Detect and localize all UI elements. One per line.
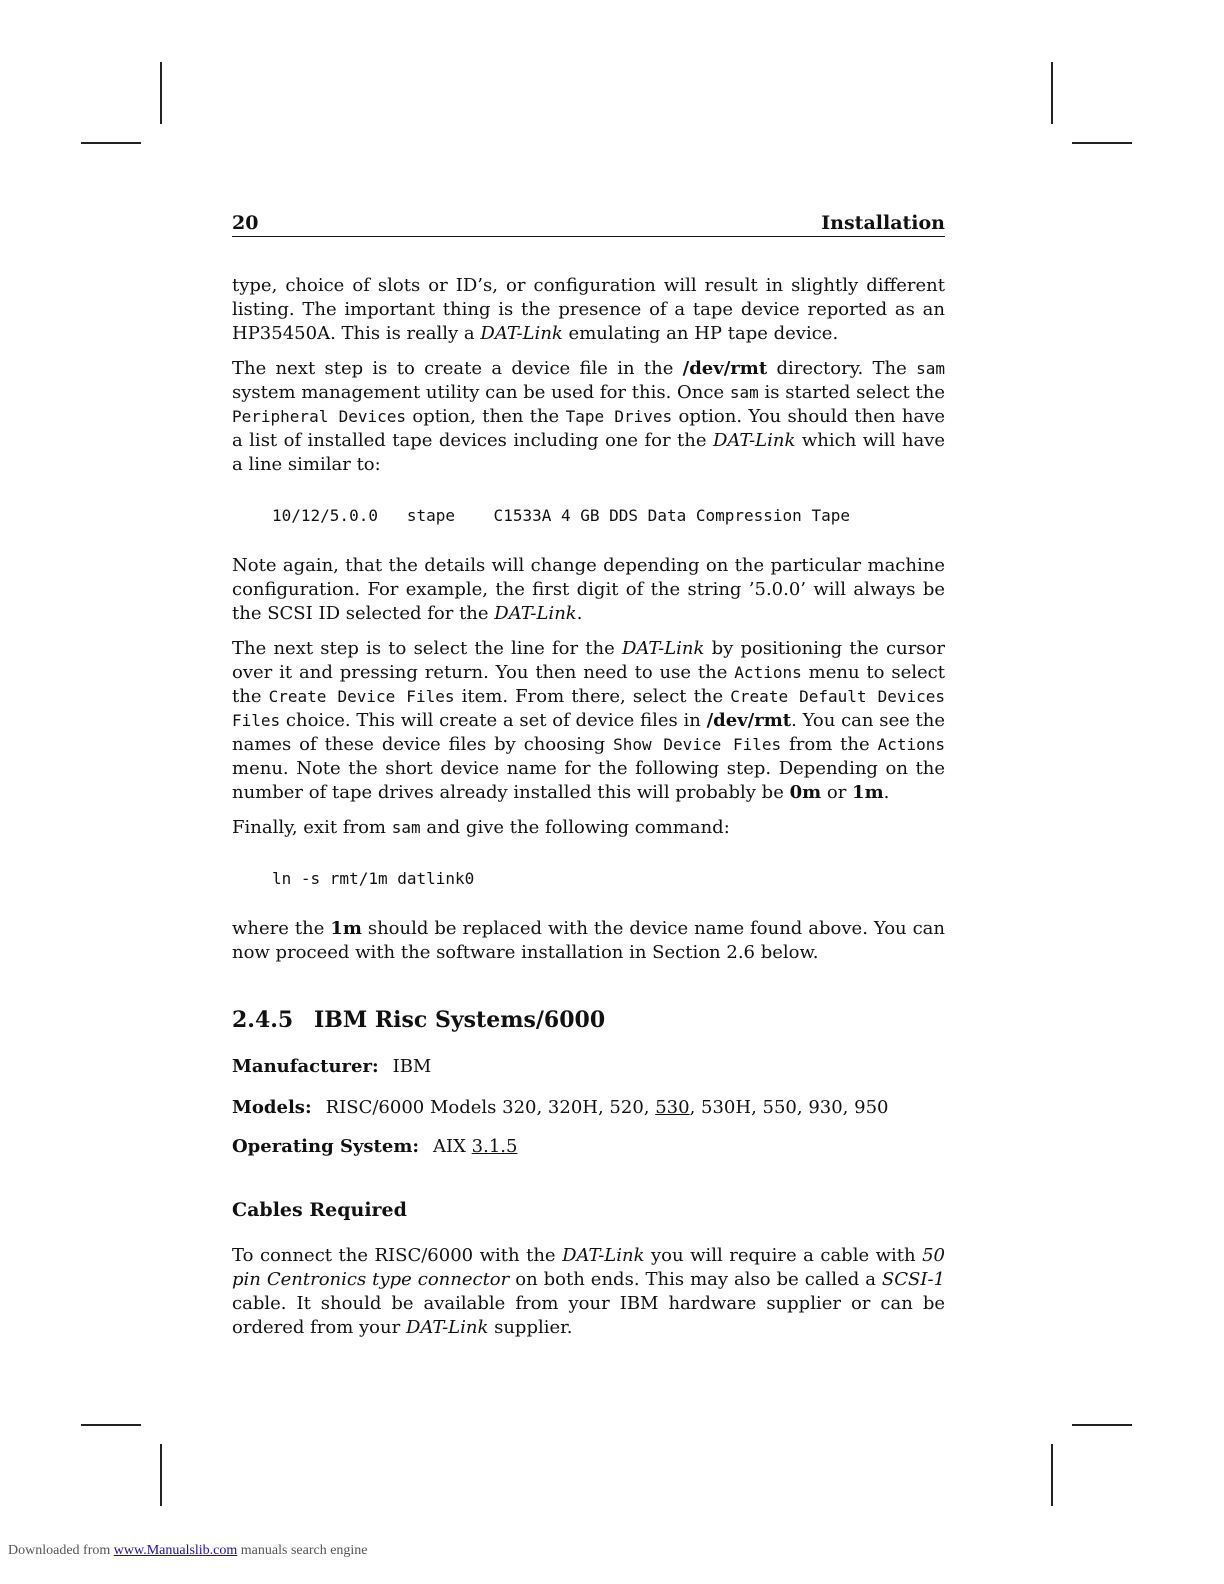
paragraph-2: The next step is to create a device file in the /dev/rmt directory. The sam system management utility can be used for this. Once sam is started select the Peripheral Devices option, then the Tape Drives option. You should then have a list of installed tape devices including one for the DAT-Link which will have a line similar to: [232, 358, 946, 475]
header-section-title: Installation [821, 212, 945, 234]
crop-mark [160, 62, 162, 124]
crop-mark [1072, 1424, 1132, 1426]
crop-mark [1072, 142, 1132, 144]
manualslib-link[interactable]: www.Manualslib.com [113, 1543, 238, 1558]
paragraph-3: Note again, that the details will change depending on the particular machine configuration. For example, the first digit of the string ’5.0.0’ will always be the SCSI ID selected for the DAT-Link. [232, 555, 945, 624]
download-footer: Downloaded from www.Manualslib.com manuals search engine [8, 1543, 368, 1558]
crop-mark [81, 142, 141, 144]
models-field: Models: RISC/6000 Models 320, 320H, 520, 530, 530H, 550, 930, 950 [232, 1097, 889, 1118]
code-block-device-listing: 10/12/5.0.0 stape C1533A 4 GB DDS Data Compression Tape [272, 506, 850, 525]
paragraph-4: The next step is to select the line for the DAT-Link by positioning the cursor over it and pressing return. You then need to use the Actions menu to select the Create Device Files item. From there, select the Create Default Devices Files choice. This will create a set of device files in /dev/rmt. You can see the names of these device files by choosing Show Device Files from the Actions menu. Note the short device name for the following step. Depending on the number of tape drives already installed this will probably be 0m or 1m. [232, 638, 946, 803]
crop-mark [160, 1444, 162, 1506]
crop-mark [1051, 1444, 1053, 1506]
page-number: 20 [232, 212, 259, 234]
section-heading: 2.4.5 IBM Risc Systems/6000 [232, 1007, 606, 1033]
page-body [232, 212, 945, 1340]
code-block-command: ln -s rmt/1m datlink0 [272, 869, 475, 888]
running-header [232, 212, 945, 237]
paragraph-7: To connect the RISC/6000 with the DAT-Link you will require a cable with 50 pin Centronics type connector on both ends. This may also be called a SCSI-1 cable. It should be available from your IBM hardware supplier or can be ordered from your DAT-Link supplier. [232, 1245, 945, 1338]
subsection-heading: Cables Required [232, 1199, 407, 1221]
crop-mark [81, 1424, 141, 1426]
paragraph-1: type, choice of slots or ID’s, or configuration will result in slightly different listing. The important thing is the presence of a tape device reported as an HP35450A. This is really a DAT-Link emulating an HP tape device. [232, 275, 945, 344]
paragraph-6: where the 1m should be replaced with the device name found above. You can now proceed with the software installation in Section 2.6 below. [232, 918, 945, 963]
paragraph-5: Finally, exit from sam and give the following command: [232, 817, 730, 838]
operating-system-field: Operating System: AIX 3.1.5 [232, 1136, 518, 1157]
crop-mark [1051, 62, 1053, 124]
manufacturer-field: Manufacturer: IBM [232, 1056, 432, 1077]
